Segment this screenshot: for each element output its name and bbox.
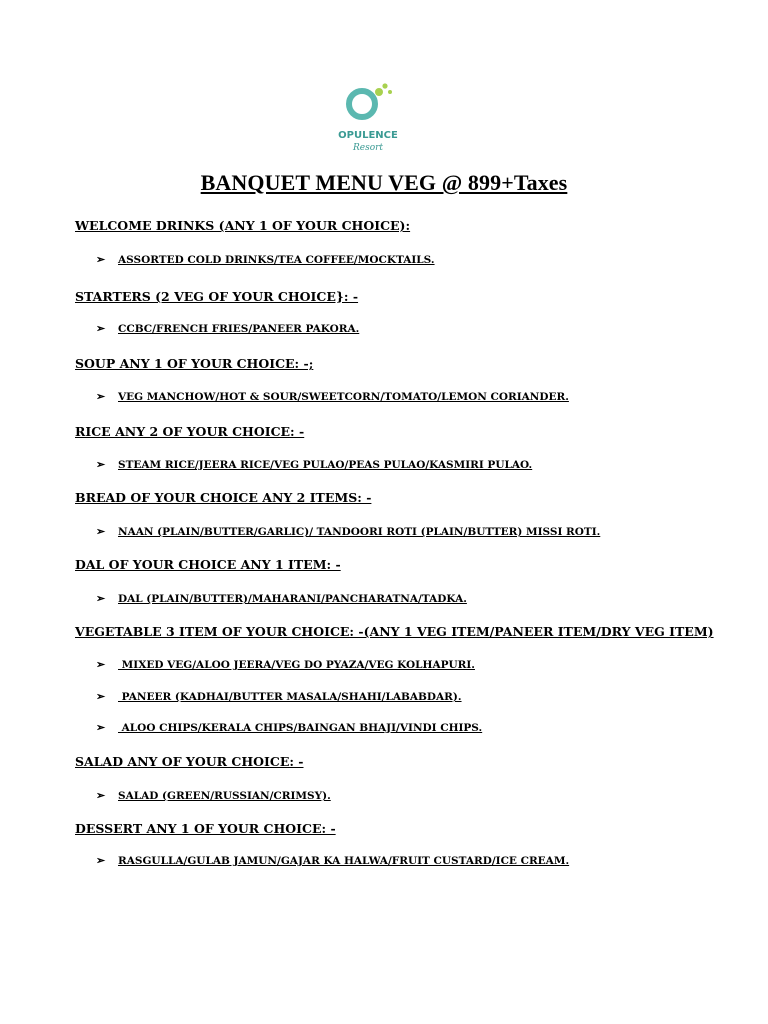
menu-item [96, 690, 462, 703]
opulence-logo-icon [328, 78, 408, 158]
menu-item [96, 658, 475, 671]
logo-dot-large [375, 88, 383, 96]
arrow-bullet-icon: ➢ [96, 253, 106, 266]
arrow-bullet-icon: ➢ [96, 789, 106, 802]
resort-logo [328, 78, 408, 158]
menu-item [96, 592, 467, 605]
arrow-bullet-icon: ➢ [96, 690, 106, 703]
arrow-bullet-icon: ➢ [96, 322, 106, 335]
arrow-bullet-icon: ➢ [96, 658, 106, 671]
menu-item-text: ASSORTED COLD DRINKS/TEA COFFEE/MOCKTAILS. [118, 254, 435, 266]
menu-item-text: PANEER (KADHAI/BUTTER MASALA/SHAHI/LABABDAR). [118, 691, 462, 703]
logo-dot-small [388, 90, 392, 94]
section-heading: STARTERS (2 VEG OF YOUR CHOICE}: - [75, 289, 359, 304]
section-heading: WELCOME DRINKS (ANY 1 OF YOUR CHOICE): [75, 218, 411, 233]
menu-item-text: ALOO CHIPS/KERALA CHIPS/BAINGAN BHAJI/VINDI CHIPS. [118, 722, 483, 734]
menu-item [96, 789, 331, 802]
menu-item-text: DAL (PLAIN/BUTTER)/MAHARANI/PANCHARATNA/TADKA. [118, 593, 467, 605]
section-heading: SOUP ANY 1 OF YOUR CHOICE: -; [75, 356, 314, 371]
arrow-bullet-icon: ➢ [96, 525, 106, 538]
menu-item [96, 253, 435, 266]
arrow-bullet-icon: ➢ [96, 592, 106, 605]
menu-item [96, 854, 569, 867]
menu-item [96, 322, 359, 335]
menu-item-text: MIXED VEG/ALOO JEERA/VEG DO PYAZA/VEG KOLHAPURI. [118, 659, 475, 671]
arrow-bullet-icon: ➢ [96, 721, 106, 734]
logo-dot-medium [382, 83, 387, 88]
menu-item [96, 458, 532, 471]
section-heading: DESSERT ANY 1 OF YOUR CHOICE: - [75, 821, 336, 836]
menu-item-text: STEAM RICE/JEERA RICE/VEG PULAO/PEAS PULAO/KASMIRI PULAO. [118, 459, 533, 471]
menu-item [96, 525, 600, 538]
menu-item-text: VEG MANCHOW/HOT & SOUR/SWEETCORN/TOMATO/LEMON CORIANDER. [118, 391, 569, 403]
arrow-bullet-icon: ➢ [96, 458, 106, 471]
arrow-bullet-icon: ➢ [96, 390, 106, 403]
section-heading: VEGETABLE 3 ITEM OF YOUR CHOICE: -(ANY 1 VEG ITEM/PANEER ITEM/DRY VEG ITEM) [75, 624, 714, 639]
logo-ring [349, 91, 375, 117]
menu-item-text: RASGULLA/GULAB JAMUN/GAJAR KA HALWA/FRUIT CUSTARD/ICE CREAM. [118, 855, 570, 867]
section-heading: RICE ANY 2 OF YOUR CHOICE: - [75, 424, 305, 439]
section-heading: SALAD ANY OF YOUR CHOICE: - [75, 754, 304, 769]
menu-item-text: CCBC/FRENCH FRIES/PANEER PAKORA. [118, 323, 360, 335]
logo-tagline-text: Resort [352, 143, 384, 153]
menu-item [96, 721, 482, 734]
menu-title: BANQUET MENU VEG @ 899+Taxes [200, 170, 568, 195]
logo-brand-text: OPULENCE [338, 130, 398, 141]
menu-item-text: SALAD (GREEN/RUSSIAN/CRIMSY). [118, 790, 331, 802]
section-heading: BREAD OF YOUR CHOICE ANY 2 ITEMS: - [75, 490, 372, 505]
section-heading: DAL OF YOUR CHOICE ANY 1 ITEM: - [75, 557, 341, 572]
arrow-bullet-icon: ➢ [96, 854, 106, 867]
menu-item-text: NAAN (PLAIN/BUTTER/GARLIC)/ TANDOORI ROTI (PLAIN/BUTTER) MISSI ROTI. [118, 526, 601, 538]
menu-item [96, 390, 569, 403]
